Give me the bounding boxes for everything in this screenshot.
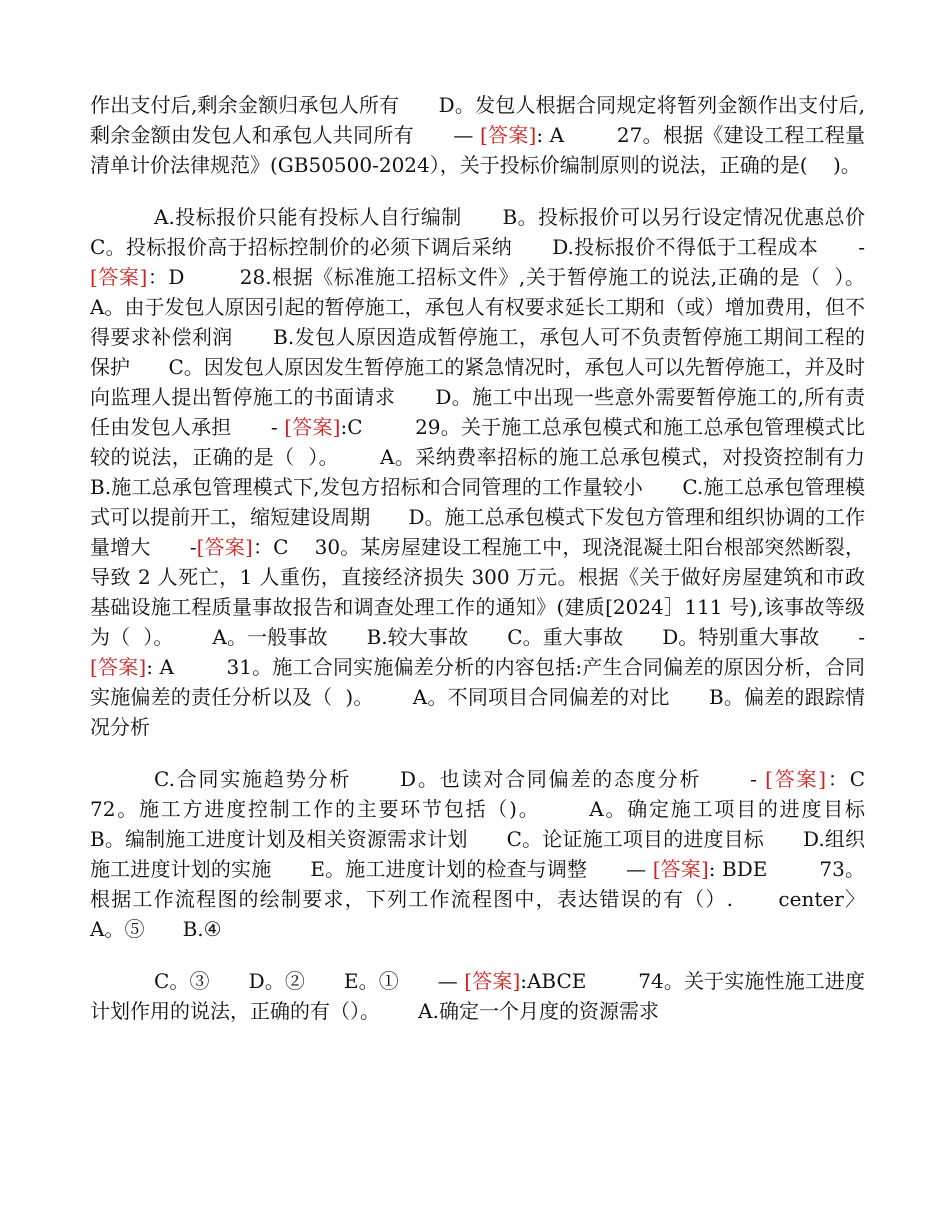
- text-segment: ：D 28.根据《标准施工招标文件》,关于暂停施工的说法,正确的是（ ）。 A。由于发包人原因引起的暂停施工，承包人有权要求延长工期和（或）增加费用，但不得要求补偿利润 B.发包人原因造成暂停施工，承包人可不负责暂停施工期间工程的保护 C。因发包人原因发生暂停施工的紧急情况时，承包人可以先暂停施工，并及时向监理人提出暂停施工的书面请求 D。施工中出现一些意外需要暂停施工的,所有责任由发包人承担 -: [90, 265, 904, 439]
- text-segment: C.合同实施趋势分析 D。也读对合同偏差的态度分析 -: [154, 767, 766, 791]
- document-page: [90, 90, 916, 1048]
- text-segment: : BDE 73。根据工作流程图的绘制要求，下列工作流程图中，表达错误的有（）. center〉 A。⑤ B.④: [90, 857, 916, 941]
- answer-label: [答案]: [480, 123, 537, 147]
- text-segment: C。③ D。② E。① —: [154, 969, 465, 993]
- answer-label: [答案]: [284, 415, 341, 439]
- answer-label: [答案]: [765, 767, 827, 791]
- answer-label: [答案]: [652, 857, 709, 881]
- text-segment: 作出支付后,剩余金额归承包人所有 D。发包人根据合同规定将暂列金额作出支付后,剩余金额由发包人和承包人共同所有 —: [90, 93, 865, 147]
- text-segment: :ABCE 74。关于实施性施工进度计划作用的说法，正确的有（）。 A.确定一个月度的资源需求: [90, 969, 865, 1023]
- paragraph: [90, 764, 916, 944]
- text-segment: : A 31。施工合同实施偏差分析的内容包括:产生合同偏差的原因分析，合同实施偏差的责任分析以及（ )。 A。不同项目合同偏差的对比 B。偏差的跟踪情况分析: [90, 655, 866, 739]
- answer-label: [答案]: [196, 535, 253, 559]
- answer-label: [答案]: [464, 969, 521, 993]
- text-segment: :C 29。关于施工总承包模式和施工总承包管理模式比较的说法，正确的是（ ）。 A。采纳费率招标的施工总承包模式，对投资控制有力 B.施工总承包管理模式下,发包方招标和合同管理的工作量较小 C.施工总承包管理模式可以提前开工，缩短建设周期 D。施工总承包模式下发包方管理和组织协调的工作量增大 -: [90, 415, 904, 559]
- paragraph: [90, 90, 865, 180]
- answer-label: [答案]: [90, 265, 148, 289]
- paragraph: [90, 966, 865, 1026]
- text-segment: ：C 30。某房屋建设工程施工中，现浇混凝土阳台根部突然断裂，导致 2 人死亡，1 人重伤，直接经济损失 300 万元。根据《关于做好房屋建筑和市政基础设施工程质量事故报告和调查处理工作的通知》(建质[2024］111 号),该事故等级为（ ）。 A。一般事故 B.较大事故 C。重大事故 D。特别重大事故 -: [90, 535, 872, 649]
- text-segment: ：C 72。施工方进度控制工作的主要环节包括（)。 A。确定施工项目的进度目标 B。编制施工进度计划及相关资源需求计划 C。论证施工项目的进度目标 D.组织施工进度计划的实施 E。施工进度计划的检查与调整 —: [90, 767, 916, 881]
- text-segment: : A 27。根据《建设工程工程量清单计价法律规范》(GB50500-2024），关于投标价编制原则的说法，正确的是( )。: [90, 123, 865, 177]
- answer-label: [答案]: [90, 655, 147, 679]
- paragraph: [90, 202, 904, 742]
- text-segment: A.投标报价只能有投标人自行编制 B。投标报价可以另行设定情况优惠总价 C。投标报价高于招标控制价的必须下调后采纳 D.投标报价不得低于工程成本 -: [90, 205, 904, 259]
